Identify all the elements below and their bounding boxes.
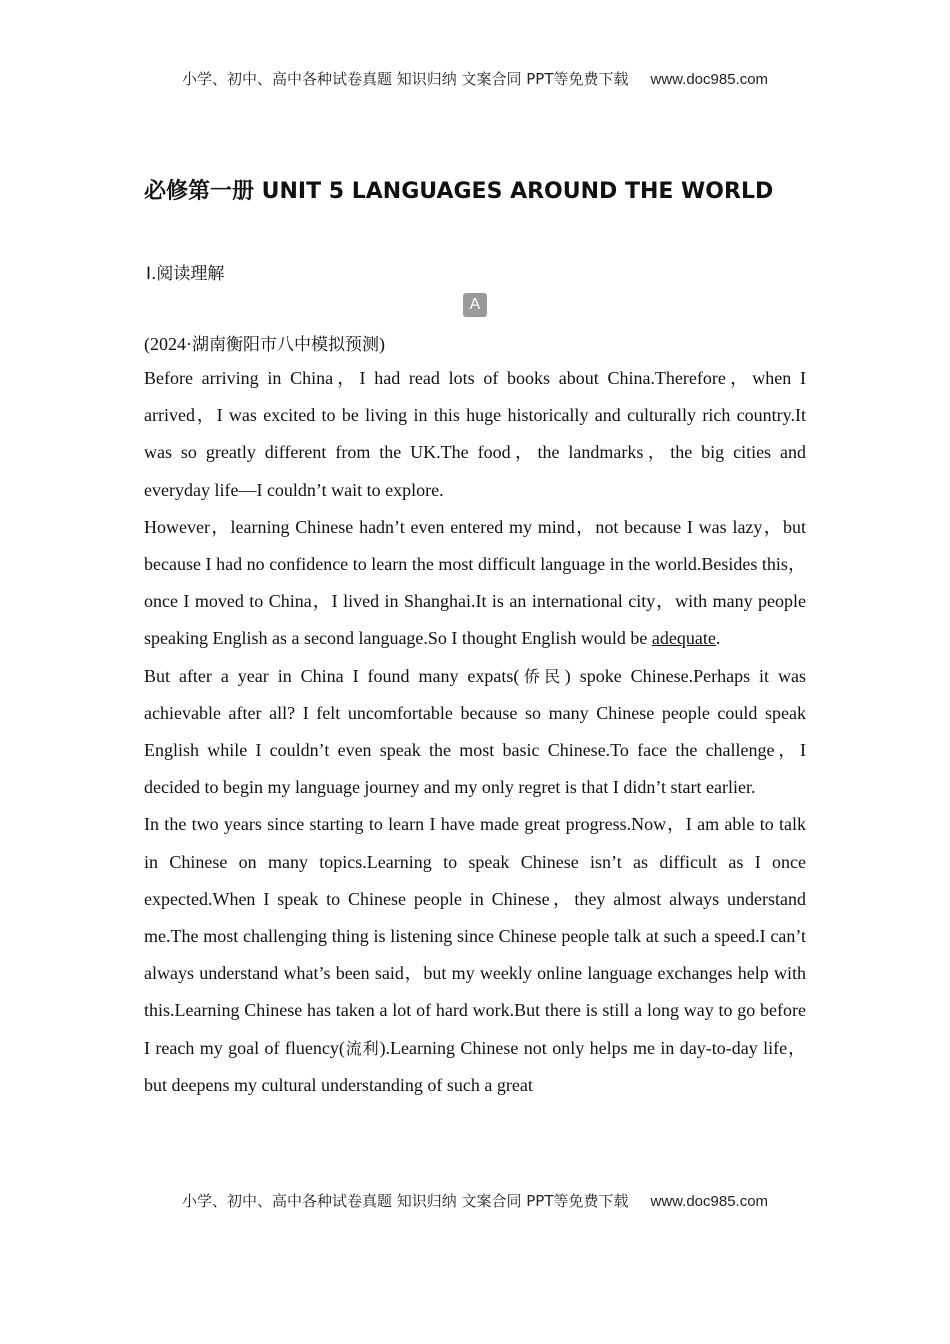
page-footer — [0, 1190, 950, 1211]
page-title: 必修第一册 UNIT 5 LANGUAGES AROUND THE WORLD — [144, 179, 774, 204]
header-text: 小学、初中、高中各种试卷真题 知识归纳 文案合同 PPT等免费下载 — [181, 70, 629, 88]
source-open: (2024· — [144, 334, 192, 354]
footer-text: 小学、初中、高中各种试卷真题 知识归纳 文案合同 PPT等免费下载 — [181, 1192, 629, 1210]
paragraph-2 — [144, 509, 806, 658]
paragraph-2-end: . — [715, 628, 721, 649]
source-close: ) — [379, 334, 385, 354]
paragraph-4-text: In the two years since starting to learn I have made great progress.Now，I am able to talk in Chinese on many topics.Learning to speak Chinese isn’t as difficult as I once expected.When I speak to Chinese people in Chinese，they almost always understand me.The most challenging thing is listening since Chinese people talk at such a speed.I can’t always understand what’s been said，but my weekly online language exchanges help with this.Learning Chinese has taken a lot of hard work.But there is still a long way to go before I reach my goal of fluency( — [144, 814, 806, 1058]
header-url[interactable]: www.doc985.com — [650, 71, 769, 88]
paragraph-3 — [144, 658, 806, 807]
paragraph-3-text: But after a year in China I found many expats( — [144, 665, 520, 686]
passage-label-badge: A — [463, 293, 487, 317]
gloss-fluency: 流利 — [344, 1038, 380, 1058]
passage-source — [144, 330, 385, 355]
page-header — [0, 68, 950, 89]
paragraph-1: Before arriving in China，I had read lots of books about China.Therefore，when I arrived，I was excited to be living in this huge historically and culturally rich country.It was so greatly different from the UK.The food，the landmarks，the big cities and everyday life—I couldn’t wait to explore. — [144, 368, 806, 500]
source-place: 湖南衡阳市八中模拟预测 — [192, 335, 379, 355]
paragraph-2-text: However，learning Chinese hadn’t even entered my mind，not because I was lazy，but because I had no confidence to learn the most difficult language in the world.Besides this，once I moved to China，I lived in Shanghai.It is an international city，with many people speaking English as a second language.So I thought English would be — [144, 516, 806, 649]
underlined-word: adequate — [651, 628, 716, 649]
passage-body — [144, 360, 806, 1175]
paragraph-4-rest: ).Learning Chinese not only helps me in day-to-day life，but deepens my cultural understanding of such a great — [144, 1037, 806, 1095]
paragraph-3-rest: ) spoke Chinese.Perhaps it was achievable after all? I felt uncomfortable because so many Chinese people could speak English while I couldn’t even speak the most basic Chinese.To face the challenge，I decided to begin my language journey and my only regret is that I didn’t start earlier. — [144, 665, 806, 798]
section-heading: Ⅰ.阅读理解 — [146, 264, 225, 284]
gloss-expats: 侨民 — [519, 666, 565, 686]
paragraph-4 — [144, 806, 806, 1104]
footer-url[interactable]: www.doc985.com — [650, 1193, 769, 1210]
